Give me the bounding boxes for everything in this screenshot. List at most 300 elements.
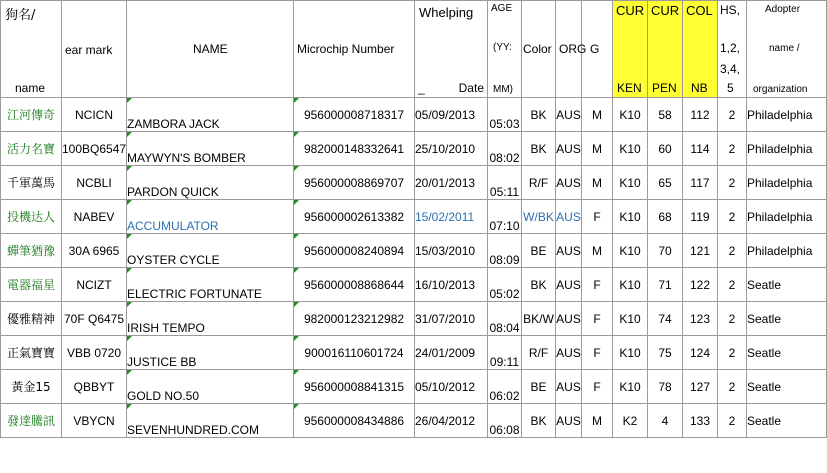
cell-dog-name[interactable] (127, 370, 294, 404)
comment-marker-icon (294, 336, 299, 341)
cell-chinese-name-text: 蟬筆猶豫 (6, 244, 55, 258)
cell-hs[interactable] (718, 370, 747, 404)
header-cur-ken (613, 1, 648, 98)
cell-chinese-name[interactable] (1, 336, 62, 370)
cell-hs[interactable] (718, 268, 747, 302)
cell-hs[interactable] (718, 404, 747, 438)
cell-gender-text: M (592, 413, 602, 428)
cell-hs-text: 2 (728, 243, 736, 258)
cell-dog-name-text: ZAMBORA JACK (127, 117, 220, 131)
header-color-label: Color (523, 42, 552, 56)
cell-ear-mark[interactable] (62, 200, 127, 234)
cell-col-nb[interactable] (683, 302, 718, 336)
cell-whelping-date[interactable] (415, 404, 488, 438)
cell-gender[interactable] (582, 98, 613, 132)
cell-cur-pen[interactable] (648, 404, 683, 438)
cell-color[interactable] (522, 234, 556, 268)
cell-microchip[interactable] (294, 268, 415, 302)
header-whelping-top: Whelping (419, 5, 474, 20)
cell-ear-mark[interactable] (62, 98, 127, 132)
cell-whelping-date[interactable] (415, 166, 488, 200)
cell-cur-pen-text: 58 (658, 107, 672, 122)
table-row (1, 268, 827, 302)
cell-cur-pen-text: 74 (658, 311, 672, 326)
cell-gender[interactable] (582, 234, 613, 268)
cell-cur-pen-text: 78 (658, 379, 672, 394)
cell-hs[interactable] (718, 98, 747, 132)
header-hs-mid: 1,2, (720, 41, 741, 55)
cell-chinese-name[interactable] (1, 234, 62, 268)
cell-age-text: 05:11 (489, 185, 520, 199)
table-row (1, 234, 827, 268)
cell-org[interactable] (556, 268, 582, 302)
cell-ear-mark-text: VBB 0720 (66, 345, 122, 360)
header-age-top: AGE (491, 3, 513, 14)
cell-org[interactable] (556, 234, 582, 268)
cell-chinese-name[interactable] (1, 166, 62, 200)
cell-hs-text: 2 (728, 175, 736, 190)
cell-org-text: AUS (556, 175, 581, 190)
comment-marker-icon (294, 302, 299, 307)
comment-marker-icon (127, 268, 132, 273)
cell-gender[interactable] (582, 166, 613, 200)
cell-cur-ken-text: K10 (619, 277, 641, 292)
cell-hs[interactable] (718, 200, 747, 234)
cell-color[interactable] (522, 200, 556, 234)
cell-cur-ken[interactable] (613, 200, 648, 234)
cell-dog-name-text: SEVENHUNDRED.COM (127, 423, 260, 437)
cell-color[interactable] (522, 336, 556, 370)
cell-color-text: BK (530, 277, 547, 292)
cell-whelping-date[interactable] (415, 336, 488, 370)
cell-age[interactable] (488, 166, 522, 200)
table-row (1, 200, 827, 234)
cell-microchip-text: 956000008434886 (303, 413, 405, 428)
cell-cur-pen[interactable] (648, 166, 683, 200)
cell-hs[interactable] (718, 132, 747, 166)
cell-cur-pen-text: 4 (661, 413, 669, 428)
header-cur-pen-bottom: PEN (652, 81, 677, 95)
cell-cur-pen-text: 60 (658, 141, 672, 156)
cell-gender-text: M (592, 175, 602, 190)
cell-ear-mark-text: VBYCN (73, 413, 115, 428)
header-name-label: NAME (193, 42, 228, 56)
header-cur-pen (648, 1, 683, 98)
header-adopter-top: Adopter (765, 4, 801, 15)
cell-cur-pen[interactable] (648, 98, 683, 132)
cell-microchip[interactable] (294, 166, 415, 200)
cell-cur-pen[interactable] (648, 132, 683, 166)
cell-adopter[interactable] (747, 166, 827, 200)
cell-ear-mark[interactable] (62, 404, 127, 438)
cell-adopter[interactable] (747, 132, 827, 166)
cell-whelping-date-text: 16/10/2013 (415, 277, 476, 292)
header-dog-name-top: 狗名/ (5, 8, 36, 23)
cell-color-text: R/F (528, 345, 549, 360)
cell-ear-mark-text: QBBYT (73, 379, 115, 394)
cell-age-text: 06:02 (489, 389, 520, 403)
cell-adopter-text: Seatle (747, 311, 782, 326)
cell-cur-ken[interactable] (613, 302, 648, 336)
cell-cur-ken[interactable] (613, 132, 648, 166)
header-whelping (415, 1, 488, 98)
cell-org[interactable] (556, 404, 582, 438)
cell-cur-pen[interactable] (648, 200, 683, 234)
cell-ear-mark[interactable] (62, 234, 127, 268)
cell-adopter-text: Seatle (747, 277, 782, 292)
header-adopter (747, 1, 827, 98)
header-age (488, 1, 522, 98)
cell-hs-text: 2 (728, 379, 736, 394)
cell-chinese-name-text: 江河傳奇 (6, 108, 55, 122)
cell-col-nb-text: 133 (689, 413, 711, 428)
cell-microchip-text: 956000002613382 (303, 209, 405, 224)
cell-microchip[interactable] (294, 302, 415, 336)
cell-hs[interactable] (718, 302, 747, 336)
cell-cur-pen-text: 75 (658, 345, 672, 360)
cell-adopter[interactable] (747, 98, 827, 132)
comment-marker-icon (294, 234, 299, 239)
cell-age-text: 05:03 (489, 117, 520, 131)
comment-marker-icon (127, 302, 132, 307)
comment-marker-icon (294, 200, 299, 205)
cell-cur-ken-text: K10 (619, 345, 641, 360)
cell-hs-text: 2 (728, 141, 736, 156)
cell-dog-name[interactable] (127, 132, 294, 166)
header-whelping-mark: _ (418, 81, 425, 95)
cell-org-text: AUS (556, 141, 581, 156)
cell-dog-name[interactable] (127, 234, 294, 268)
cell-chinese-name[interactable] (1, 268, 62, 302)
cell-adopter[interactable] (747, 302, 827, 336)
cell-age[interactable] (488, 98, 522, 132)
cell-whelping-date-text: 15/03/2010 (415, 243, 476, 258)
cell-adopter-text: Philadelphia (747, 107, 813, 122)
cell-cur-ken[interactable] (613, 234, 648, 268)
cell-gender[interactable] (582, 200, 613, 234)
cell-cur-ken[interactable] (613, 370, 648, 404)
header-age-bottom: MM) (493, 84, 513, 95)
table-row (1, 132, 827, 166)
cell-adopter-text: Philadelphia (747, 175, 813, 190)
cell-chinese-name[interactable] (1, 302, 62, 336)
cell-age-text: 06:08 (489, 423, 520, 437)
cell-org-text: AUS (556, 345, 581, 360)
cell-adopter[interactable] (747, 404, 827, 438)
cell-color-text: BK (530, 107, 547, 122)
cell-cur-ken[interactable] (613, 404, 648, 438)
cell-gender-text: M (592, 107, 602, 122)
cell-dog-name[interactable] (127, 166, 294, 200)
cell-org-text: AUS (556, 379, 581, 394)
cell-ear-mark-text: 30A 6965 (68, 243, 120, 258)
cell-gender-text: F (593, 379, 601, 394)
header-name (127, 1, 294, 98)
cell-color[interactable] (522, 268, 556, 302)
header-adopter-mid: name / (769, 43, 800, 54)
cell-microchip[interactable] (294, 200, 415, 234)
cell-microchip[interactable] (294, 336, 415, 370)
cell-microchip-text: 956000008240894 (303, 243, 405, 258)
cell-gender[interactable] (582, 302, 613, 336)
header-ear-mark-label: ear mark (65, 43, 113, 57)
cell-whelping-date-text: 25/10/2010 (415, 141, 476, 156)
comment-marker-icon (127, 234, 132, 239)
cell-chinese-name[interactable] (1, 404, 62, 438)
cell-cur-ken[interactable] (613, 166, 648, 200)
cell-org[interactable] (556, 370, 582, 404)
cell-org[interactable] (556, 200, 582, 234)
header-cur-ken-bottom: KEN (617, 81, 642, 95)
cell-whelping-date-text: 05/10/2012 (415, 379, 476, 394)
cell-color-text: R/F (528, 175, 549, 190)
cell-whelping-date-text: 31/07/2010 (415, 311, 476, 326)
header-whelping-bottom: Date (458, 81, 484, 95)
cell-ear-mark[interactable] (62, 132, 127, 166)
cell-age[interactable] (488, 336, 522, 370)
cell-org-text: AUS (556, 277, 581, 292)
cell-org[interactable] (556, 132, 582, 166)
cell-chinese-name-text: 黃金15 (11, 380, 51, 394)
cell-col-nb[interactable] (683, 234, 718, 268)
header-row (1, 1, 827, 98)
cell-org-text: AUS (556, 413, 581, 428)
cell-adopter[interactable] (747, 234, 827, 268)
cell-col-nb[interactable] (683, 200, 718, 234)
cell-adopter-text: Seatle (747, 379, 782, 394)
table-row (1, 166, 827, 200)
cell-cur-pen-text: 71 (658, 277, 672, 292)
cell-whelping-date[interactable] (415, 132, 488, 166)
cell-col-nb[interactable] (683, 132, 718, 166)
header-col-nb-bottom: NB (691, 81, 708, 95)
header-org-label: ORG (559, 42, 587, 56)
cell-dog-name[interactable] (127, 98, 294, 132)
cell-whelping-date-text: 26/04/2012 (415, 413, 476, 428)
cell-adopter[interactable] (747, 336, 827, 370)
cell-adopter[interactable] (747, 268, 827, 302)
cell-cur-ken-text: K10 (619, 107, 641, 122)
cell-org-text: AUS (556, 209, 581, 224)
cell-age[interactable] (488, 302, 522, 336)
cell-age[interactable] (488, 234, 522, 268)
comment-marker-icon (294, 132, 299, 137)
header-col-nb-top: COL (686, 3, 713, 18)
header-org (556, 1, 587, 98)
cell-dog-name[interactable] (127, 268, 294, 302)
comment-marker-icon (127, 404, 132, 409)
cell-col-nb-text: 127 (689, 379, 711, 394)
cell-gender[interactable] (582, 336, 613, 370)
comment-marker-icon (127, 132, 132, 137)
cell-hs-text: 2 (728, 209, 736, 224)
cell-cur-ken-text: K10 (619, 209, 641, 224)
cell-cur-pen[interactable] (648, 302, 683, 336)
cell-col-nb-text: 121 (689, 243, 711, 258)
cell-cur-pen[interactable] (648, 234, 683, 268)
cell-ear-mark[interactable] (62, 166, 127, 200)
cell-cur-ken-text: K10 (619, 379, 641, 394)
cell-microchip-text: 982000148332641 (303, 141, 405, 156)
cell-chinese-name[interactable] (1, 370, 62, 404)
cell-col-nb-text: 114 (690, 141, 710, 156)
cell-ear-mark-text: 70F Q6475 (63, 311, 125, 326)
cell-hs-text: 2 (728, 107, 736, 122)
cell-age[interactable] (488, 370, 522, 404)
cell-hs[interactable] (718, 336, 747, 370)
header-hs-mid2: 3,4, (720, 62, 741, 76)
cell-cur-pen[interactable] (648, 370, 683, 404)
cell-chinese-name-text: 優雅精神 (6, 312, 55, 326)
cell-microchip[interactable] (294, 404, 415, 438)
cell-col-nb[interactable] (683, 404, 718, 438)
cell-hs-text: 2 (728, 277, 736, 292)
cell-color-text: W/BK (523, 209, 554, 224)
cell-hs[interactable] (718, 166, 747, 200)
header-cur-pen-top: CUR (651, 3, 680, 18)
cell-gender-text: F (593, 277, 601, 292)
cell-age[interactable] (488, 132, 522, 166)
cell-ear-mark-text: NCBLI (76, 175, 112, 190)
header-ear-mark (62, 1, 127, 98)
cell-microchip[interactable] (294, 370, 415, 404)
cell-org[interactable] (556, 98, 582, 132)
comment-marker-icon (294, 268, 299, 273)
cell-whelping-date[interactable] (415, 370, 488, 404)
cell-ear-mark[interactable] (62, 336, 127, 370)
cell-adopter[interactable] (747, 200, 827, 234)
header-cur-ken-top: CUR (616, 3, 645, 18)
cell-microchip-text: 956000008718317 (303, 107, 405, 122)
cell-microchip[interactable] (294, 234, 415, 268)
cell-age[interactable] (488, 404, 522, 438)
cell-microchip-text: 956000008869707 (303, 175, 405, 190)
cell-dog-name[interactable] (127, 404, 294, 438)
cell-cur-pen[interactable] (648, 336, 683, 370)
cell-whelping-date[interactable] (415, 234, 488, 268)
header-dog-name-bottom: name (15, 81, 46, 95)
cell-gender[interactable] (582, 132, 613, 166)
cell-age-text: 05:02 (489, 287, 520, 301)
cell-color-text: BK (530, 413, 547, 428)
cell-color[interactable] (522, 132, 556, 166)
cell-color[interactable] (522, 98, 556, 132)
cell-dog-name[interactable] (127, 200, 294, 234)
cell-ear-mark-text: NABEV (73, 209, 115, 224)
cell-dog-name[interactable] (127, 336, 294, 370)
cell-hs[interactable] (718, 234, 747, 268)
cell-col-nb[interactable] (683, 98, 718, 132)
cell-ear-mark-text: 100BQ6547 (62, 141, 127, 156)
cell-color-text: BK (530, 141, 547, 156)
header-col-nb (683, 1, 718, 98)
cell-microchip-text: 900016110601724 (304, 345, 404, 360)
cell-age[interactable] (488, 200, 522, 234)
table-row (1, 404, 827, 438)
cell-cur-ken[interactable] (613, 336, 648, 370)
cell-ear-mark[interactable] (62, 302, 127, 336)
cell-microchip[interactable] (294, 132, 415, 166)
cell-cur-pen[interactable] (648, 268, 683, 302)
header-adopter-bottom: organization (753, 84, 808, 95)
comment-marker-icon (127, 200, 132, 205)
cell-color[interactable] (522, 302, 556, 336)
cell-ear-mark[interactable] (62, 370, 127, 404)
cell-color[interactable] (522, 166, 556, 200)
cell-col-nb[interactable] (683, 166, 718, 200)
cell-ear-mark[interactable] (62, 268, 127, 302)
cell-col-nb[interactable] (683, 336, 718, 370)
cell-whelping-date[interactable] (415, 200, 488, 234)
cell-dog-name-text: OYSTER CYCLE (127, 253, 220, 267)
cell-col-nb[interactable] (683, 370, 718, 404)
cell-col-nb[interactable] (683, 268, 718, 302)
cell-age-text: 08:09 (489, 253, 520, 267)
table-row (1, 98, 827, 132)
cell-ear-mark-text: NCIZT (76, 277, 112, 292)
cell-color[interactable] (522, 370, 556, 404)
cell-org[interactable] (556, 302, 582, 336)
cell-chinese-name-text: 活力名寶 (6, 142, 55, 156)
cell-dog-name-text: ELECTRIC FORTUNATE (127, 287, 262, 301)
cell-chinese-name[interactable] (1, 200, 62, 234)
cell-color[interactable] (522, 404, 556, 438)
cell-whelping-date[interactable] (415, 98, 488, 132)
header-g-label: G (590, 42, 600, 56)
cell-gender-text: M (592, 141, 602, 156)
cell-hs-text: 2 (728, 345, 736, 360)
cell-whelping-date-text: 24/01/2009 (415, 345, 476, 360)
cell-chinese-name[interactable] (1, 132, 62, 166)
cell-col-nb-text: 124 (689, 345, 711, 360)
cell-chinese-name-text: 投機达人 (6, 210, 55, 224)
cell-cur-ken-text: K2 (622, 413, 638, 428)
header-hs (718, 1, 747, 98)
cell-gender[interactable] (582, 404, 613, 438)
cell-chinese-name[interactable] (1, 98, 62, 132)
cell-org-text: AUS (556, 311, 581, 326)
cell-cur-ken[interactable] (613, 268, 648, 302)
header-microchip-label: Microchip Number (297, 42, 395, 56)
comment-marker-icon (294, 404, 299, 409)
cell-microchip-text: 956000008841315 (303, 379, 405, 394)
cell-whelping-date[interactable] (415, 268, 488, 302)
cell-adopter[interactable] (747, 370, 827, 404)
header-age-mid: (YY: (493, 42, 512, 53)
cell-gender[interactable] (582, 268, 613, 302)
comment-marker-icon (127, 370, 132, 375)
cell-cur-pen-text: 65 (658, 175, 672, 190)
cell-gender-text: F (593, 345, 601, 360)
cell-adopter-text: Seatle (747, 345, 782, 360)
cell-cur-ken[interactable] (613, 98, 648, 132)
cell-org[interactable] (556, 336, 582, 370)
cell-col-nb-text: 122 (689, 277, 711, 292)
header-g (582, 1, 613, 98)
cell-cur-pen-text: 70 (658, 243, 672, 258)
cell-whelping-date-text: 15/02/2011 (415, 209, 475, 224)
cell-cur-ken-text: K10 (619, 311, 641, 326)
cell-gender[interactable] (582, 370, 613, 404)
cell-whelping-date[interactable] (415, 302, 488, 336)
cell-dog-name[interactable] (127, 302, 294, 336)
table-row (1, 302, 827, 336)
cell-org[interactable] (556, 166, 582, 200)
cell-adopter-text: Philadelphia (747, 209, 813, 224)
cell-age[interactable] (488, 268, 522, 302)
cell-cur-pen-text: 68 (658, 209, 672, 224)
cell-microchip[interactable] (294, 98, 415, 132)
